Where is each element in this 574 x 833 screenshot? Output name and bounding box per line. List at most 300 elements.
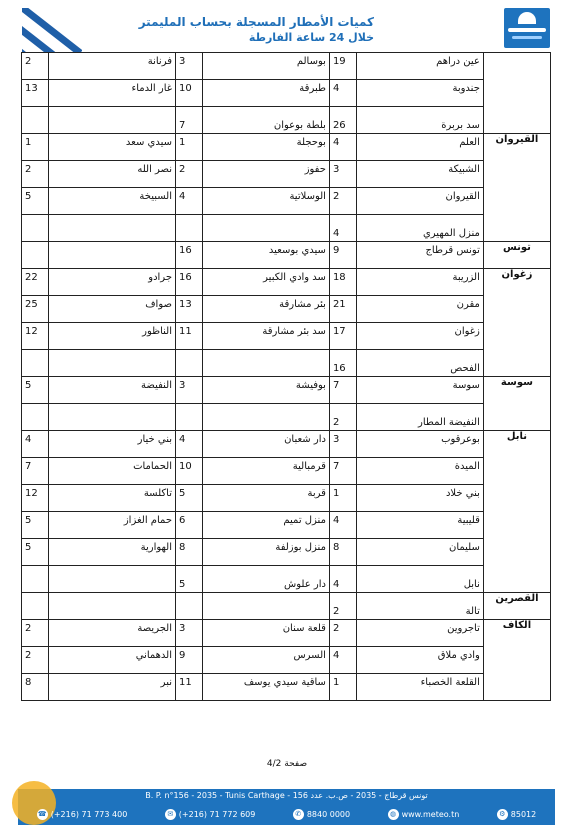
station-cell xyxy=(356,80,483,107)
rainfall-value: 2 xyxy=(179,164,186,175)
rainfall-value: 7 xyxy=(179,120,186,131)
governorate-cell: نابل xyxy=(483,431,550,593)
rainfall-cell xyxy=(329,215,356,242)
rainfall-cell xyxy=(176,512,203,539)
station-cell xyxy=(356,431,483,458)
station-name: بوفيشة xyxy=(295,380,326,391)
rainfall-cell xyxy=(176,350,203,377)
station-cell xyxy=(48,269,175,296)
table-row xyxy=(22,161,551,188)
footer-bar xyxy=(18,789,555,825)
station-cell xyxy=(356,269,483,296)
footer-number[interactable]: ✆ 8840 0000 xyxy=(293,809,350,820)
station-name: السرس xyxy=(293,650,326,661)
rainfall-cell xyxy=(176,404,203,431)
station-cell xyxy=(202,323,329,350)
rainfall-cell xyxy=(329,350,356,377)
rainfall-value: 21 xyxy=(332,299,346,310)
rainfall-table xyxy=(21,52,551,701)
rainfall-value: 2 xyxy=(25,623,32,634)
governorate-cell: تونس xyxy=(483,242,550,269)
rainfall-cell xyxy=(329,134,356,161)
rainfall-cell xyxy=(176,215,203,242)
rainfall-cell xyxy=(329,188,356,215)
rainfall-cell xyxy=(176,377,203,404)
station-name xyxy=(52,593,172,606)
station-cell xyxy=(356,377,483,404)
governorate-cell: سوسة xyxy=(483,377,550,431)
rainfall-value: 7 xyxy=(332,380,340,391)
governorate-cell: الكاف xyxy=(483,620,550,701)
rainfall-value: 9 xyxy=(332,245,340,256)
gear-icon: ⚙ xyxy=(497,809,508,820)
station-cell xyxy=(202,80,329,107)
station-name: بئر مشارقة xyxy=(279,299,326,310)
station-cell xyxy=(202,458,329,485)
table-row xyxy=(22,242,551,269)
rainfall-value: 2 xyxy=(332,606,340,617)
footer-address: B. P. n°156 - 2035 - Tunis Carthage - تونس قرطاج - 2035 - ص.ب. عدد 156 xyxy=(145,791,428,800)
rainfall-cell xyxy=(176,296,203,323)
document-title xyxy=(114,14,374,45)
station-name: تونس قرطاج xyxy=(425,245,480,256)
station-name: نابل xyxy=(463,579,480,590)
station-cell xyxy=(202,431,329,458)
rainfall-cell xyxy=(22,458,49,485)
rainfall-value: 22 xyxy=(25,272,38,283)
table-row xyxy=(22,134,551,161)
institute-logo xyxy=(504,8,550,48)
page-number: صفحة 4/2 xyxy=(266,759,308,769)
rainfall-value: 13 xyxy=(179,299,192,310)
rainfall-cell xyxy=(22,539,49,566)
rainfall-cell xyxy=(176,134,203,161)
rainfall-value: 4 xyxy=(179,191,186,202)
station-cell xyxy=(202,107,329,134)
rainfall-cell xyxy=(22,593,49,620)
station-name: نصر الله xyxy=(137,164,172,175)
station-cell xyxy=(356,539,483,566)
rainfall-value: 3 xyxy=(179,56,186,67)
rainfall-value: 25 xyxy=(25,299,38,310)
station-name: سد وادي الكبير xyxy=(263,272,326,283)
whatsapp-icon: ✆ xyxy=(293,809,304,820)
station-name: سليمان xyxy=(448,542,480,553)
station-cell xyxy=(356,566,483,593)
station-cell xyxy=(48,80,175,107)
station-name: بني خلاد xyxy=(445,488,480,499)
rainfall-value: 8 xyxy=(332,542,340,553)
station-cell xyxy=(356,620,483,647)
rainfall-value: 8 xyxy=(25,677,32,688)
station-name: العلم xyxy=(459,137,480,148)
rainfall-value: 2 xyxy=(332,623,340,634)
rainfall-value: 10 xyxy=(179,83,192,94)
station-name xyxy=(52,215,172,228)
station-cell xyxy=(356,188,483,215)
table-row xyxy=(22,215,551,242)
title-line-2: خلال 24 ساعة الفارطة xyxy=(248,31,374,44)
station-cell xyxy=(48,134,175,161)
table-row xyxy=(22,620,551,647)
rainfall-value xyxy=(179,350,199,363)
rainfall-value: 13 xyxy=(25,83,38,94)
rainfall-cell xyxy=(329,161,356,188)
rainfall-cell xyxy=(176,566,203,593)
station-cell xyxy=(202,539,329,566)
rainfall-cell xyxy=(176,188,203,215)
station-name: القيروان xyxy=(445,191,480,202)
station-cell xyxy=(48,620,175,647)
rainfall-cell xyxy=(329,458,356,485)
station-name xyxy=(206,593,326,606)
station-name: بني خيار xyxy=(137,434,172,445)
station-name: الميدة xyxy=(454,461,480,472)
rainfall-cell xyxy=(329,404,356,431)
station-cell xyxy=(48,188,175,215)
rainfall-value: 2 xyxy=(332,191,340,202)
rainfall-value: 1 xyxy=(25,137,32,148)
station-name: عين دراهم xyxy=(436,56,480,67)
station-cell xyxy=(356,647,483,674)
table-row xyxy=(22,674,551,701)
rainfall-cell xyxy=(22,269,49,296)
rainfall-cell xyxy=(329,323,356,350)
globe-icon: ◍ xyxy=(388,809,399,820)
station-cell xyxy=(202,404,329,431)
station-name: تالة xyxy=(465,606,480,617)
table-row xyxy=(22,539,551,566)
station-name: جرادو xyxy=(148,272,172,283)
rainfall-cell xyxy=(22,161,49,188)
station-name: بلطة بوعوان xyxy=(273,120,326,131)
station-name: منزل تميم xyxy=(283,515,326,526)
rainfall-cell xyxy=(22,620,49,647)
table-row xyxy=(22,350,551,377)
rainfall-cell xyxy=(176,620,203,647)
station-name: بوحجلة xyxy=(296,137,326,148)
rainfall-cell xyxy=(176,647,203,674)
station-cell xyxy=(202,512,329,539)
rainfall-cell xyxy=(22,53,49,80)
rainfall-value xyxy=(25,404,45,417)
governorate-cell xyxy=(483,53,550,134)
rainfall-value: 5 xyxy=(179,579,186,590)
fax-icon: ✉ xyxy=(165,809,176,820)
rainfall-cell xyxy=(22,512,49,539)
station-name: سد بئر مشارقة xyxy=(262,326,326,337)
station-name: بوعرقوب xyxy=(441,434,480,445)
rainfall-value: 2 xyxy=(332,417,340,428)
table-row xyxy=(22,80,551,107)
station-name: نبر xyxy=(160,677,172,688)
footer-phone-1[interactable]: ☎ (+216) 71 773 400 xyxy=(37,809,128,819)
rainfall-value: 1 xyxy=(332,488,340,499)
rainfall-cell xyxy=(176,539,203,566)
rainfall-cell xyxy=(22,431,49,458)
station-cell xyxy=(48,242,175,269)
rainfall-cell xyxy=(329,296,356,323)
station-name: حفوز xyxy=(304,164,326,175)
table-row xyxy=(22,485,551,512)
rainfall-value: 5 xyxy=(25,515,32,526)
table-row xyxy=(22,566,551,593)
rainfall-cell xyxy=(329,107,356,134)
station-cell xyxy=(356,161,483,188)
rainfall-value: 5 xyxy=(25,191,32,202)
rainfall-cell xyxy=(176,323,203,350)
rainfall-cell xyxy=(176,161,203,188)
rainfall-cell xyxy=(329,431,356,458)
rainfall-cell xyxy=(329,620,356,647)
rainfall-cell xyxy=(329,539,356,566)
station-cell xyxy=(202,674,329,701)
header-stripes-logo xyxy=(22,8,82,52)
station-cell xyxy=(48,53,175,80)
rainfall-cell xyxy=(22,215,49,242)
rainfall-cell xyxy=(22,296,49,323)
station-name xyxy=(206,350,326,363)
station-name xyxy=(52,404,172,417)
rainfall-value: 7 xyxy=(332,461,340,472)
rainfall-value: 2 xyxy=(25,650,32,661)
table-row xyxy=(22,458,551,485)
rainfall-value: 9 xyxy=(179,650,186,661)
rainfall-cell xyxy=(176,593,203,620)
station-cell xyxy=(202,485,329,512)
rainfall-value: 2 xyxy=(25,56,32,67)
station-name xyxy=(206,404,326,417)
footer-contacts xyxy=(18,805,555,823)
station-cell xyxy=(48,647,175,674)
table-row xyxy=(22,431,551,458)
station-cell xyxy=(48,431,175,458)
station-cell xyxy=(356,296,483,323)
rainfall-value: 10 xyxy=(179,461,192,472)
station-cell xyxy=(48,485,175,512)
rainfall-cell xyxy=(22,134,49,161)
rainfall-cell xyxy=(329,53,356,80)
table-row xyxy=(22,404,551,431)
station-name: دار علوش xyxy=(284,579,326,590)
station-cell xyxy=(356,107,483,134)
rainfall-cell xyxy=(176,242,203,269)
station-cell xyxy=(48,350,175,377)
rainfall-cell xyxy=(329,674,356,701)
rainfall-value xyxy=(25,242,45,245)
rainfall-value: 4 xyxy=(25,434,32,445)
rainfall-cell xyxy=(176,53,203,80)
station-name xyxy=(52,350,172,363)
rainfall-cell xyxy=(22,323,49,350)
rainfall-cell xyxy=(22,404,49,431)
rainfall-value xyxy=(25,350,45,363)
station-cell xyxy=(356,485,483,512)
station-cell xyxy=(48,512,175,539)
rainfall-cell xyxy=(22,350,49,377)
station-cell xyxy=(356,350,483,377)
station-name: فرنانة xyxy=(147,56,172,67)
station-cell xyxy=(48,404,175,431)
phone-icon: ☎ xyxy=(37,809,47,818)
rainfall-value xyxy=(25,215,45,228)
station-cell xyxy=(48,161,175,188)
rainfall-cell xyxy=(22,242,49,269)
rainfall-cell xyxy=(176,269,203,296)
table-row xyxy=(22,377,551,404)
station-cell xyxy=(202,269,329,296)
rainfall-value: 3 xyxy=(179,623,186,634)
station-name: قربة xyxy=(307,488,326,499)
table-row xyxy=(22,512,551,539)
rainfall-cell xyxy=(176,458,203,485)
rainfall-value: 17 xyxy=(332,326,346,337)
station-name: سوسة xyxy=(452,380,480,391)
rainfall-cell xyxy=(22,485,49,512)
rainfall-value xyxy=(25,107,45,120)
rainfall-cell xyxy=(176,674,203,701)
rainfall-cell xyxy=(329,647,356,674)
rainfall-cell xyxy=(329,593,356,620)
station-cell xyxy=(48,323,175,350)
rainfall-value: 19 xyxy=(332,56,346,67)
station-name: الشبيكة xyxy=(448,164,480,175)
governorate-cell: القصرين xyxy=(483,593,550,620)
table-row xyxy=(22,647,551,674)
station-name: مقرن xyxy=(456,299,480,310)
station-cell xyxy=(356,458,483,485)
station-cell xyxy=(202,296,329,323)
rainfall-value: 16 xyxy=(179,272,192,283)
station-cell xyxy=(202,620,329,647)
station-cell xyxy=(356,134,483,161)
rainfall-value: 4 xyxy=(332,83,340,94)
station-cell xyxy=(356,593,483,620)
table-row xyxy=(22,593,551,620)
rainfall-cell xyxy=(176,107,203,134)
station-cell xyxy=(356,242,483,269)
station-cell xyxy=(202,242,329,269)
table-row xyxy=(22,296,551,323)
station-cell xyxy=(202,647,329,674)
station-cell xyxy=(202,350,329,377)
rainfall-value: 12 xyxy=(25,488,38,499)
footer-website[interactable]: ◍ www.meteo.tn xyxy=(388,809,460,820)
station-name: النفيضة المطار xyxy=(418,417,480,428)
station-cell xyxy=(202,593,329,620)
rainfall-value: 3 xyxy=(332,164,340,175)
station-name xyxy=(206,215,326,228)
station-name: قليبية xyxy=(457,515,480,526)
station-name: بوسالم xyxy=(296,56,326,67)
station-name: الحمامات xyxy=(133,461,172,472)
station-cell xyxy=(48,674,175,701)
station-name: الزريبة xyxy=(452,272,480,283)
rainfall-cell xyxy=(329,512,356,539)
rainfall-value: 6 xyxy=(179,515,186,526)
rainfall-value: 4 xyxy=(332,515,340,526)
station-cell xyxy=(48,296,175,323)
station-name: تاكلسة xyxy=(143,488,172,499)
rainfall-cell xyxy=(176,431,203,458)
station-name: النفيضة xyxy=(141,380,172,391)
station-name: دار شعبان xyxy=(284,434,326,445)
station-cell xyxy=(356,215,483,242)
rainfall-value: 3 xyxy=(332,434,340,445)
station-name: قرمبالية xyxy=(292,461,326,472)
station-name: غار الدماء xyxy=(131,83,172,94)
station-name: زغوان xyxy=(454,326,480,337)
table-row xyxy=(22,107,551,134)
rainfall-cell xyxy=(329,485,356,512)
governorate-cell: القيروان xyxy=(483,134,550,242)
rainfall-value: 4 xyxy=(332,137,340,148)
station-name: الجريصة xyxy=(137,623,172,634)
station-name xyxy=(52,107,172,120)
station-name: الدهماني xyxy=(135,650,172,661)
table-row xyxy=(22,53,551,80)
station-cell xyxy=(202,161,329,188)
rainfall-value: 11 xyxy=(179,326,192,337)
station-cell xyxy=(356,404,483,431)
station-name: السبيخة xyxy=(139,191,172,202)
rainfall-value xyxy=(25,593,45,606)
station-cell xyxy=(48,566,175,593)
rainfall-cell xyxy=(329,269,356,296)
table-row xyxy=(22,323,551,350)
footer-fax[interactable]: ⚙ 85012 xyxy=(497,809,536,820)
station-cell xyxy=(202,188,329,215)
station-name: الهوارية xyxy=(140,542,172,553)
rainfall-value: 4 xyxy=(179,434,186,445)
rainfall-cell xyxy=(22,674,49,701)
station-cell xyxy=(48,593,175,620)
rainfall-cell xyxy=(22,566,49,593)
rainfall-cell xyxy=(329,377,356,404)
station-name: سيدي سعد xyxy=(125,137,172,148)
station-cell xyxy=(356,53,483,80)
footer-phone-2[interactable]: ✉ (+216) 71 772 609 xyxy=(165,809,256,820)
station-cell xyxy=(48,458,175,485)
station-cell xyxy=(202,215,329,242)
station-name: الوسلاتية xyxy=(289,191,326,202)
rainfall-value: 4 xyxy=(332,650,340,661)
station-name: وادي ملاق xyxy=(437,650,480,661)
station-cell xyxy=(356,512,483,539)
station-cell xyxy=(48,377,175,404)
title-line-1: كميات الأمطار المسجلة بحساب المليمتر xyxy=(138,15,374,29)
station-name: منزل المهيري xyxy=(422,228,480,239)
station-name: منزل بوزلفة xyxy=(275,542,326,553)
rainfall-value: 18 xyxy=(332,272,346,283)
station-cell xyxy=(202,377,329,404)
rainfall-value: 5 xyxy=(25,380,32,391)
table-row xyxy=(22,269,551,296)
table-row xyxy=(22,188,551,215)
rainfall-cell xyxy=(176,485,203,512)
rainfall-value: 2 xyxy=(25,164,32,175)
rainfall-value: 1 xyxy=(179,137,186,148)
station-name: حمام الغزاز xyxy=(123,515,172,526)
rainfall-value xyxy=(25,566,45,579)
station-name: جندوبة xyxy=(452,83,480,94)
station-name: ساقية سيدي يوسف xyxy=(243,677,326,688)
rainfall-cell xyxy=(176,80,203,107)
governorate-cell: زغوان xyxy=(483,269,550,377)
rainfall-value: 5 xyxy=(179,488,186,499)
station-name xyxy=(52,566,172,579)
station-cell xyxy=(356,323,483,350)
